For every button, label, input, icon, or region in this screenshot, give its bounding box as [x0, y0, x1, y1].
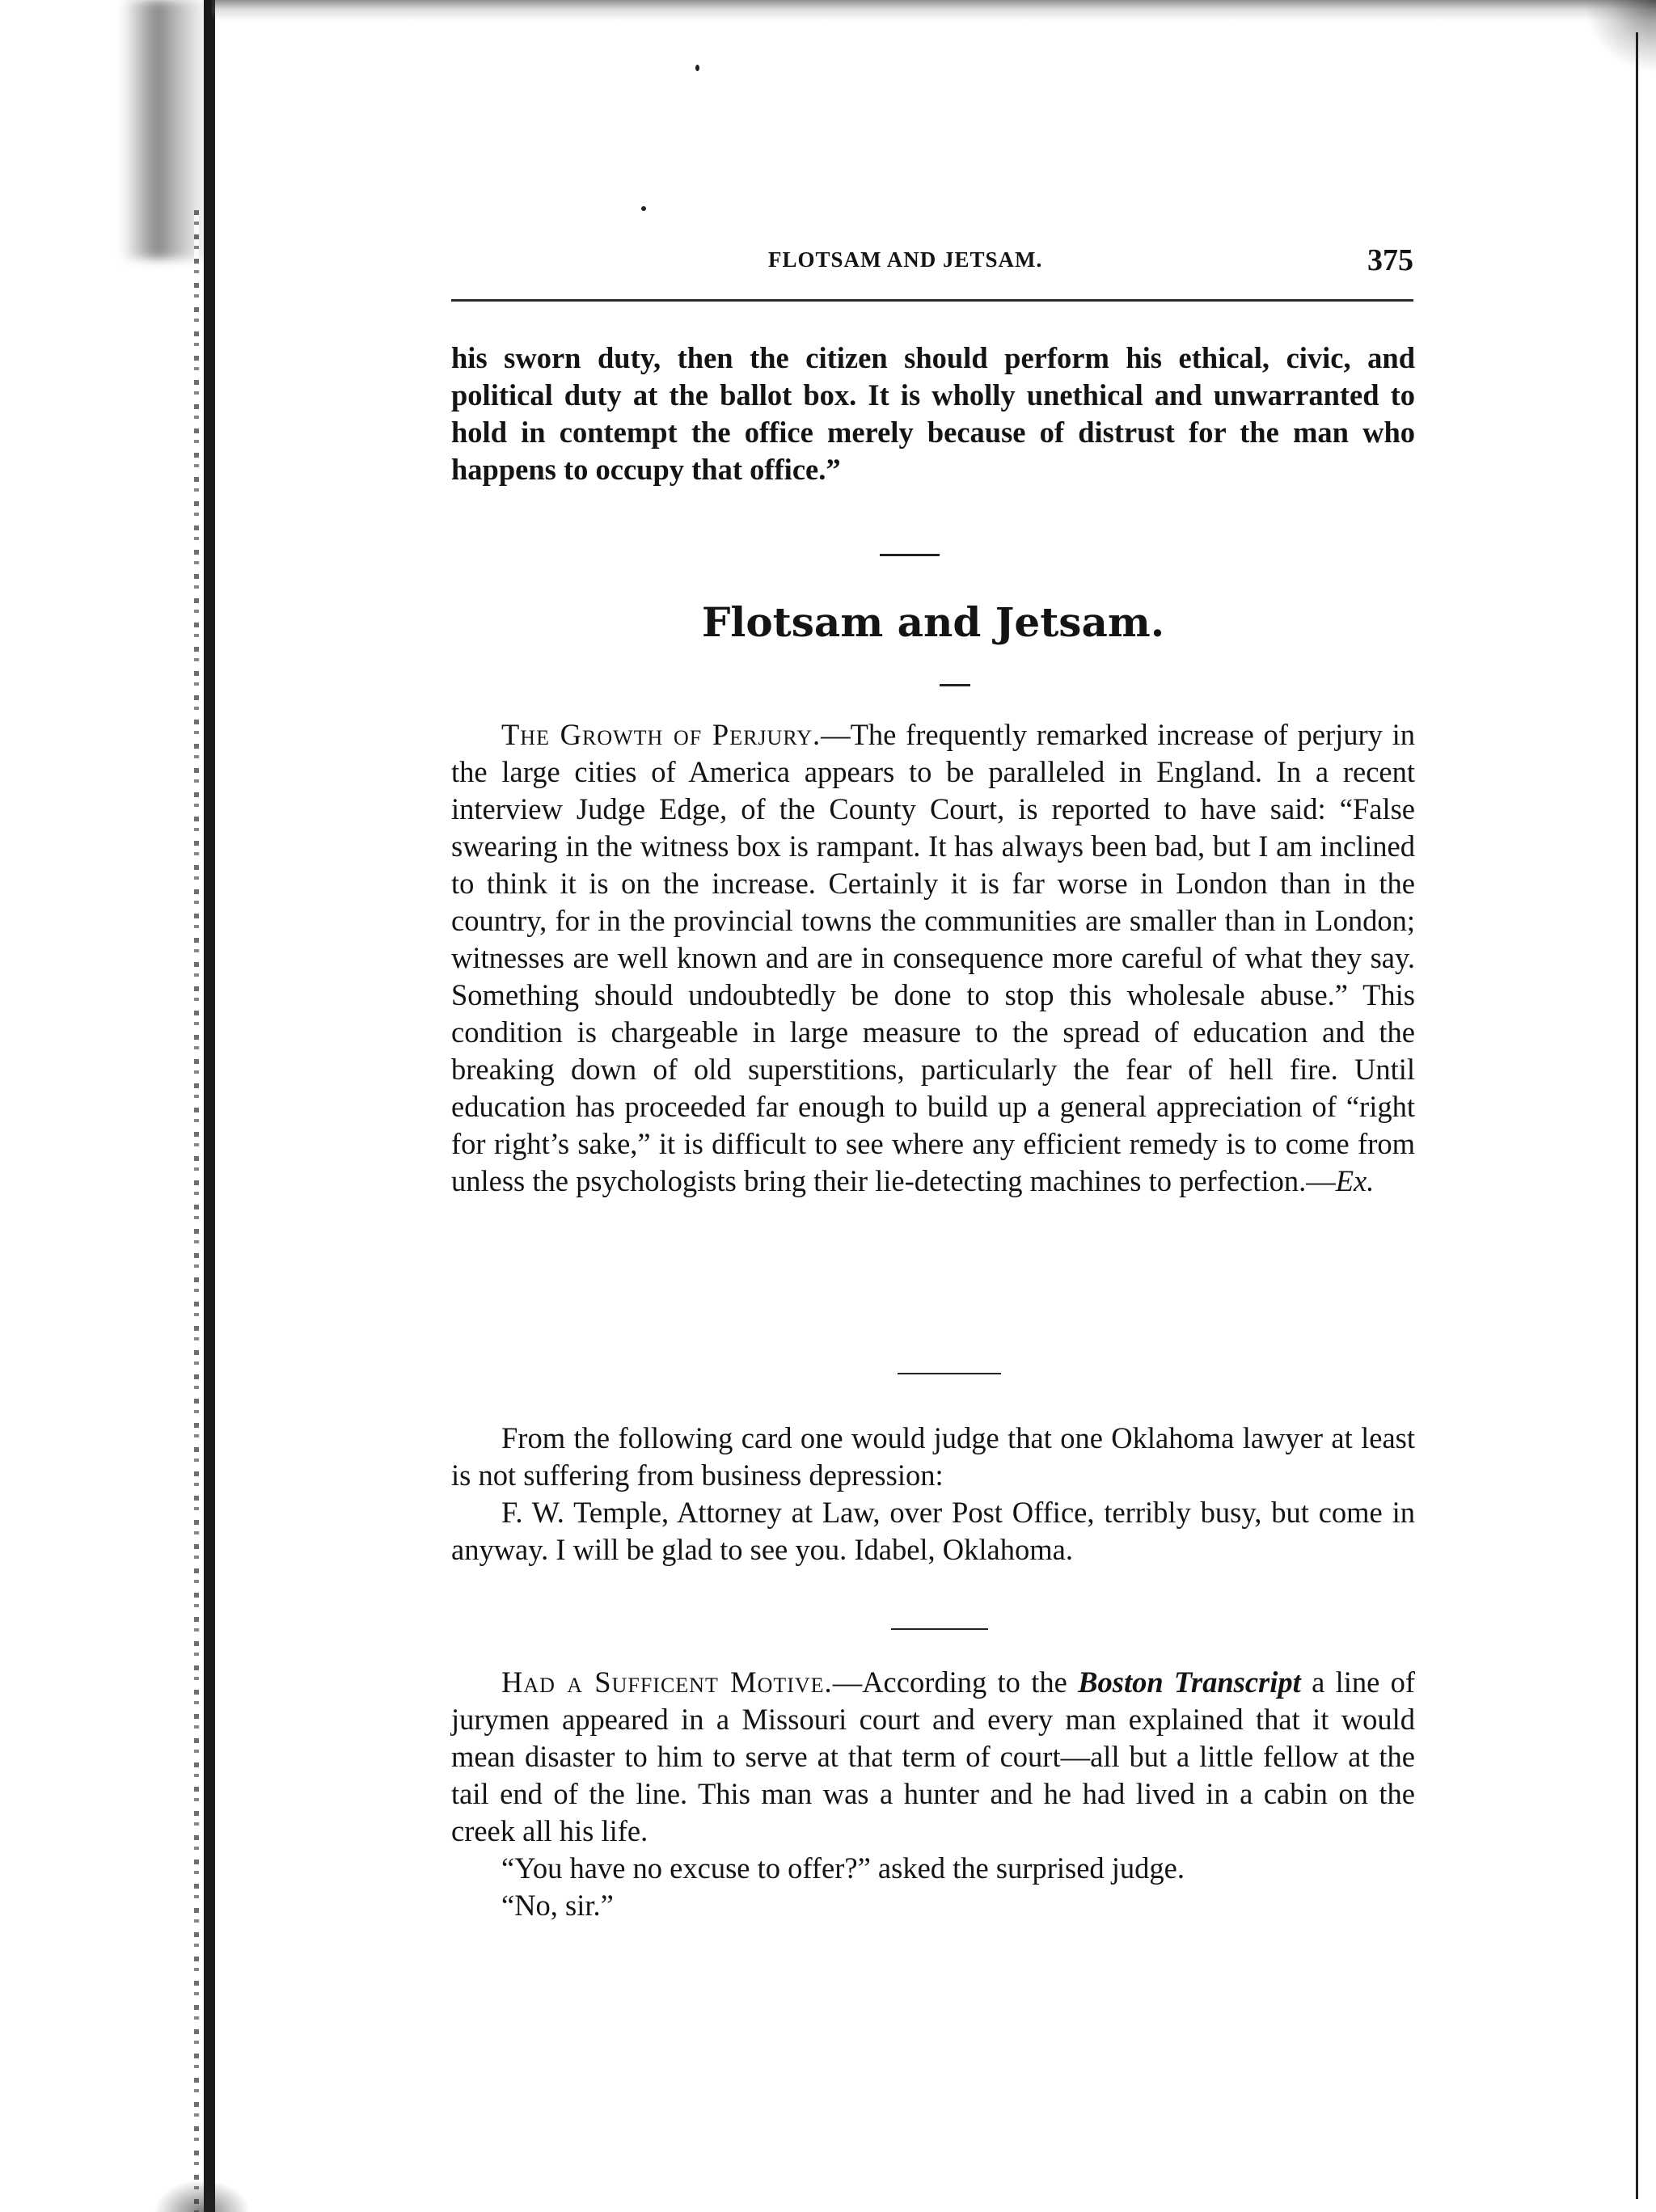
section-divider [880, 554, 940, 556]
article-intro: From the following card one would judge that one Oklahoma lawyer at least is not suffering from business depression: [451, 1421, 1415, 1492]
book-spine [204, 0, 215, 2212]
running-head [451, 244, 1413, 286]
heading-underline [940, 684, 970, 686]
dialogue-question: “You have no excuse to offer?” asked the surprised judge. [501, 1851, 1185, 1885]
article-source: Ex. [1335, 1164, 1375, 1197]
header-rule [451, 299, 1413, 302]
scan-border-right [1636, 32, 1638, 2199]
scan-shadow-corner [1583, 0, 1656, 73]
scan-shadow-bottom [154, 2180, 251, 2212]
article-paragraph [451, 716, 1415, 1200]
article-oklahoma [451, 1420, 1415, 1568]
page-number: 375 [1367, 243, 1413, 277]
scan-speck [641, 206, 646, 211]
continuation-paragraph [451, 340, 1415, 488]
running-title: FLOTSAM AND JETSAM. [768, 247, 1043, 272]
scan-speck [695, 65, 699, 71]
article-title: Had a Sufficent Motive. [501, 1665, 833, 1699]
article-divider [898, 1373, 1001, 1374]
publication-name: Boston Transcript [1078, 1665, 1301, 1699]
dialogue-answer: “No, sir.” [501, 1889, 614, 1922]
scan-shadow-top [212, 0, 1656, 21]
article-body: a line of jurymen appeared in a Missouri court and every man explained that it would mean disaster to him to serve at that term of court—all but a little fellow at the tail end of the line. This man was a hunter and he had lived in a cabin on the creek all his life. [451, 1665, 1416, 1847]
page-edge [194, 210, 199, 2212]
article-motive [451, 1664, 1415, 1924]
article-divider [891, 1628, 988, 1630]
scan-shadow-left [0, 0, 212, 2212]
article-lead: —According to the [832, 1665, 1079, 1699]
article-perjury [451, 716, 1415, 1200]
business-card-text: F. W. Temple, Attorney at Law, over Post Office, terribly busy, but come in anyway. I will be glad to see you. Idabel, Oklahoma. [451, 1496, 1415, 1566]
article-body: —The frequently remarked increase of perjury in the large cities of America appears to be paralleled in England. In a recent interview Judge Edge, of the County Court, is reported to have said: “False swearing in the witness box is rampant. It has always been bad, but I am inclined to think it is on the increase. Certainly it is far worse in London than in the country, for in the provincial towns the communities are smaller than in London; witnesses are well known and are in consequence more careful of what they say. Something should undoubtedly be done to stop this wholesale abuse.” This condition is chargeable in large measure to the spread of education and the breaking down of old superstitions, particularly the fear of hell fire. Until education has proceeded far enough to build up a general appreciation of “right for right’s sake,” it is difficult to see where any efficient remedy is to come from unless the psychologists bring their lie-detecting machines to perfection.— [451, 718, 1416, 1197]
article-paragraph [451, 1664, 1415, 1850]
continuation-text: his sworn duty, then the citizen should perform his ethical, civic, and political duty at the ballot box. It is wholly unethical and unwarranted to hold in contempt the office merely because of distrust for the man who happens to occupy that office.” [451, 341, 1415, 486]
article-title: The Growth of Perjury. [501, 718, 822, 751]
section-heading: Flotsam and Jetsam. [701, 598, 1165, 646]
